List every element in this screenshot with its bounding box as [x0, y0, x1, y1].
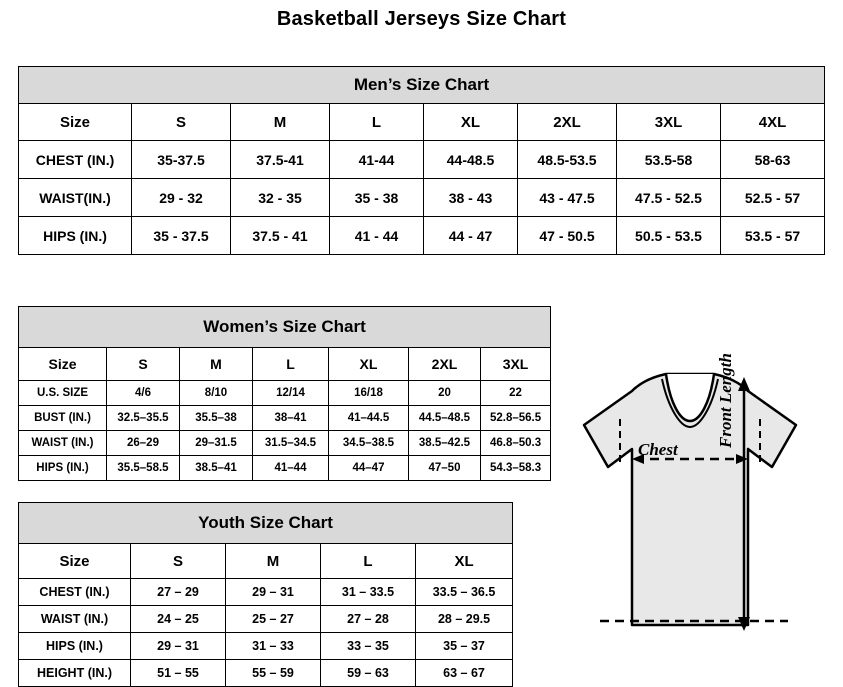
youth-header-row: [19, 544, 513, 579]
cell: 44–47: [329, 456, 409, 481]
table-row: [19, 579, 513, 606]
youth-size-chart-table: [18, 502, 513, 687]
cell: 27 – 28: [321, 606, 416, 633]
cell: 44 - 47: [424, 217, 518, 255]
chest-label: Chest: [638, 440, 678, 459]
cell: 50.5 - 53.5: [617, 217, 721, 255]
mens-col-2xl: 2XL: [518, 104, 617, 141]
cell: 16/18: [329, 381, 409, 406]
cell: 47 - 50.5: [518, 217, 617, 255]
mens-col-s: S: [132, 104, 231, 141]
womens-size-chart-table: [18, 306, 551, 481]
cell: 20: [409, 381, 481, 406]
cell: 31 – 33.5: [321, 579, 416, 606]
mens-col-xl: XL: [424, 104, 518, 141]
youth-col-xl: XL: [416, 544, 513, 579]
table-row: [19, 217, 825, 255]
cell: 59 – 63: [321, 660, 416, 687]
cell: 53.5 - 57: [721, 217, 825, 255]
womens-col-2xl: 2XL: [409, 348, 481, 381]
cell: 38 - 43: [424, 179, 518, 217]
row-label: U.S. SIZE: [19, 381, 107, 406]
womens-col-xl: XL: [329, 348, 409, 381]
cell: 12/14: [253, 381, 329, 406]
cell: 37.5-41: [231, 141, 330, 179]
womens-col-l: L: [253, 348, 329, 381]
cell: 44-48.5: [424, 141, 518, 179]
front-length-label: Front Length: [716, 353, 735, 448]
table-row: [19, 179, 825, 217]
cell: 33 – 35: [321, 633, 416, 660]
mens-col-m: M: [231, 104, 330, 141]
cell: 8/10: [180, 381, 253, 406]
table-row: [19, 633, 513, 660]
youth-col-l: L: [321, 544, 416, 579]
table-row: [19, 660, 513, 687]
row-label: HIPS (IN.): [19, 456, 107, 481]
cell: 51 – 55: [131, 660, 226, 687]
cell: 4/6: [107, 381, 180, 406]
mens-chart-heading-row: [19, 67, 825, 104]
row-label: CHEST (IN.): [19, 579, 131, 606]
cell: 46.8–50.3: [481, 431, 551, 456]
womens-col-size: Size: [19, 348, 107, 381]
cell: 52.8–56.5: [481, 406, 551, 431]
cell: 41–44.5: [329, 406, 409, 431]
cell: 38–41: [253, 406, 329, 431]
womens-col-m: M: [180, 348, 253, 381]
cell: 24 – 25: [131, 606, 226, 633]
row-label: CHEST (IN.): [19, 141, 132, 179]
cell: 48.5-53.5: [518, 141, 617, 179]
mens-size-chart-table: [18, 66, 825, 255]
cell: 28 – 29.5: [416, 606, 513, 633]
row-label: BUST (IN.): [19, 406, 107, 431]
cell: 47.5 - 52.5: [617, 179, 721, 217]
mens-chart-heading: Men’s Size Chart: [19, 67, 825, 104]
cell: 58-63: [721, 141, 825, 179]
cell: 41–44: [253, 456, 329, 481]
cell: 31 – 33: [226, 633, 321, 660]
mens-col-l: L: [330, 104, 424, 141]
table-row: [19, 381, 551, 406]
cell: 47–50: [409, 456, 481, 481]
youth-chart-heading-row: [19, 503, 513, 544]
cell: 43 - 47.5: [518, 179, 617, 217]
cell: 35 – 37: [416, 633, 513, 660]
youth-chart-heading: Youth Size Chart: [19, 503, 513, 544]
cell: 52.5 - 57: [721, 179, 825, 217]
cell: 35-37.5: [132, 141, 231, 179]
youth-col-size: Size: [19, 544, 131, 579]
youth-col-m: M: [226, 544, 321, 579]
row-label: WAIST (IN.): [19, 431, 107, 456]
table-row: [19, 606, 513, 633]
table-row: [19, 406, 551, 431]
mens-header-row: [19, 104, 825, 141]
cell: 26–29: [107, 431, 180, 456]
womens-header-row: [19, 348, 551, 381]
cell: 25 – 27: [226, 606, 321, 633]
youth-col-s: S: [131, 544, 226, 579]
cell: 54.3–58.3: [481, 456, 551, 481]
womens-chart-heading-row: [19, 307, 551, 348]
cell: 35 - 38: [330, 179, 424, 217]
row-label: WAIST(IN.): [19, 179, 132, 217]
jersey-measurement-diagram: [540, 363, 840, 683]
mens-col-size: Size: [19, 104, 132, 141]
cell: 41-44: [330, 141, 424, 179]
cell: 27 – 29: [131, 579, 226, 606]
womens-chart-heading: Women’s Size Chart: [19, 307, 551, 348]
row-label: WAIST (IN.): [19, 606, 131, 633]
row-label: HIPS (IN.): [19, 633, 131, 660]
mens-col-3xl: 3XL: [617, 104, 721, 141]
cell: 22: [481, 381, 551, 406]
cell: 55 – 59: [226, 660, 321, 687]
cell: 41 - 44: [330, 217, 424, 255]
cell: 35.5–38: [180, 406, 253, 431]
table-row: [19, 456, 551, 481]
cell: 32 - 35: [231, 179, 330, 217]
cell: 31.5–34.5: [253, 431, 329, 456]
table-row: [19, 141, 825, 179]
cell: 29 – 31: [131, 633, 226, 660]
row-label: HEIGHT (IN.): [19, 660, 131, 687]
cell: 29 - 32: [132, 179, 231, 217]
cell: 29–31.5: [180, 431, 253, 456]
cell: 63 – 67: [416, 660, 513, 687]
womens-col-3xl: 3XL: [481, 348, 551, 381]
page-title: Basketball Jerseys Size Chart: [276, 8, 567, 30]
row-label: HIPS (IN.): [19, 217, 132, 255]
cell: 35 - 37.5: [132, 217, 231, 255]
cell: 35.5–58.5: [107, 456, 180, 481]
cell: 32.5–35.5: [107, 406, 180, 431]
cell: 33.5 – 36.5: [416, 579, 513, 606]
cell: 44.5–48.5: [409, 406, 481, 431]
cell: 29 – 31: [226, 579, 321, 606]
cell: 38.5–41: [180, 456, 253, 481]
cell: 34.5–38.5: [329, 431, 409, 456]
womens-col-s: S: [107, 348, 180, 381]
cell: 38.5–42.5: [409, 431, 481, 456]
mens-col-4xl: 4XL: [721, 104, 825, 141]
table-row: [19, 431, 551, 456]
cell: 37.5 - 41: [231, 217, 330, 255]
cell: 53.5-58: [617, 141, 721, 179]
